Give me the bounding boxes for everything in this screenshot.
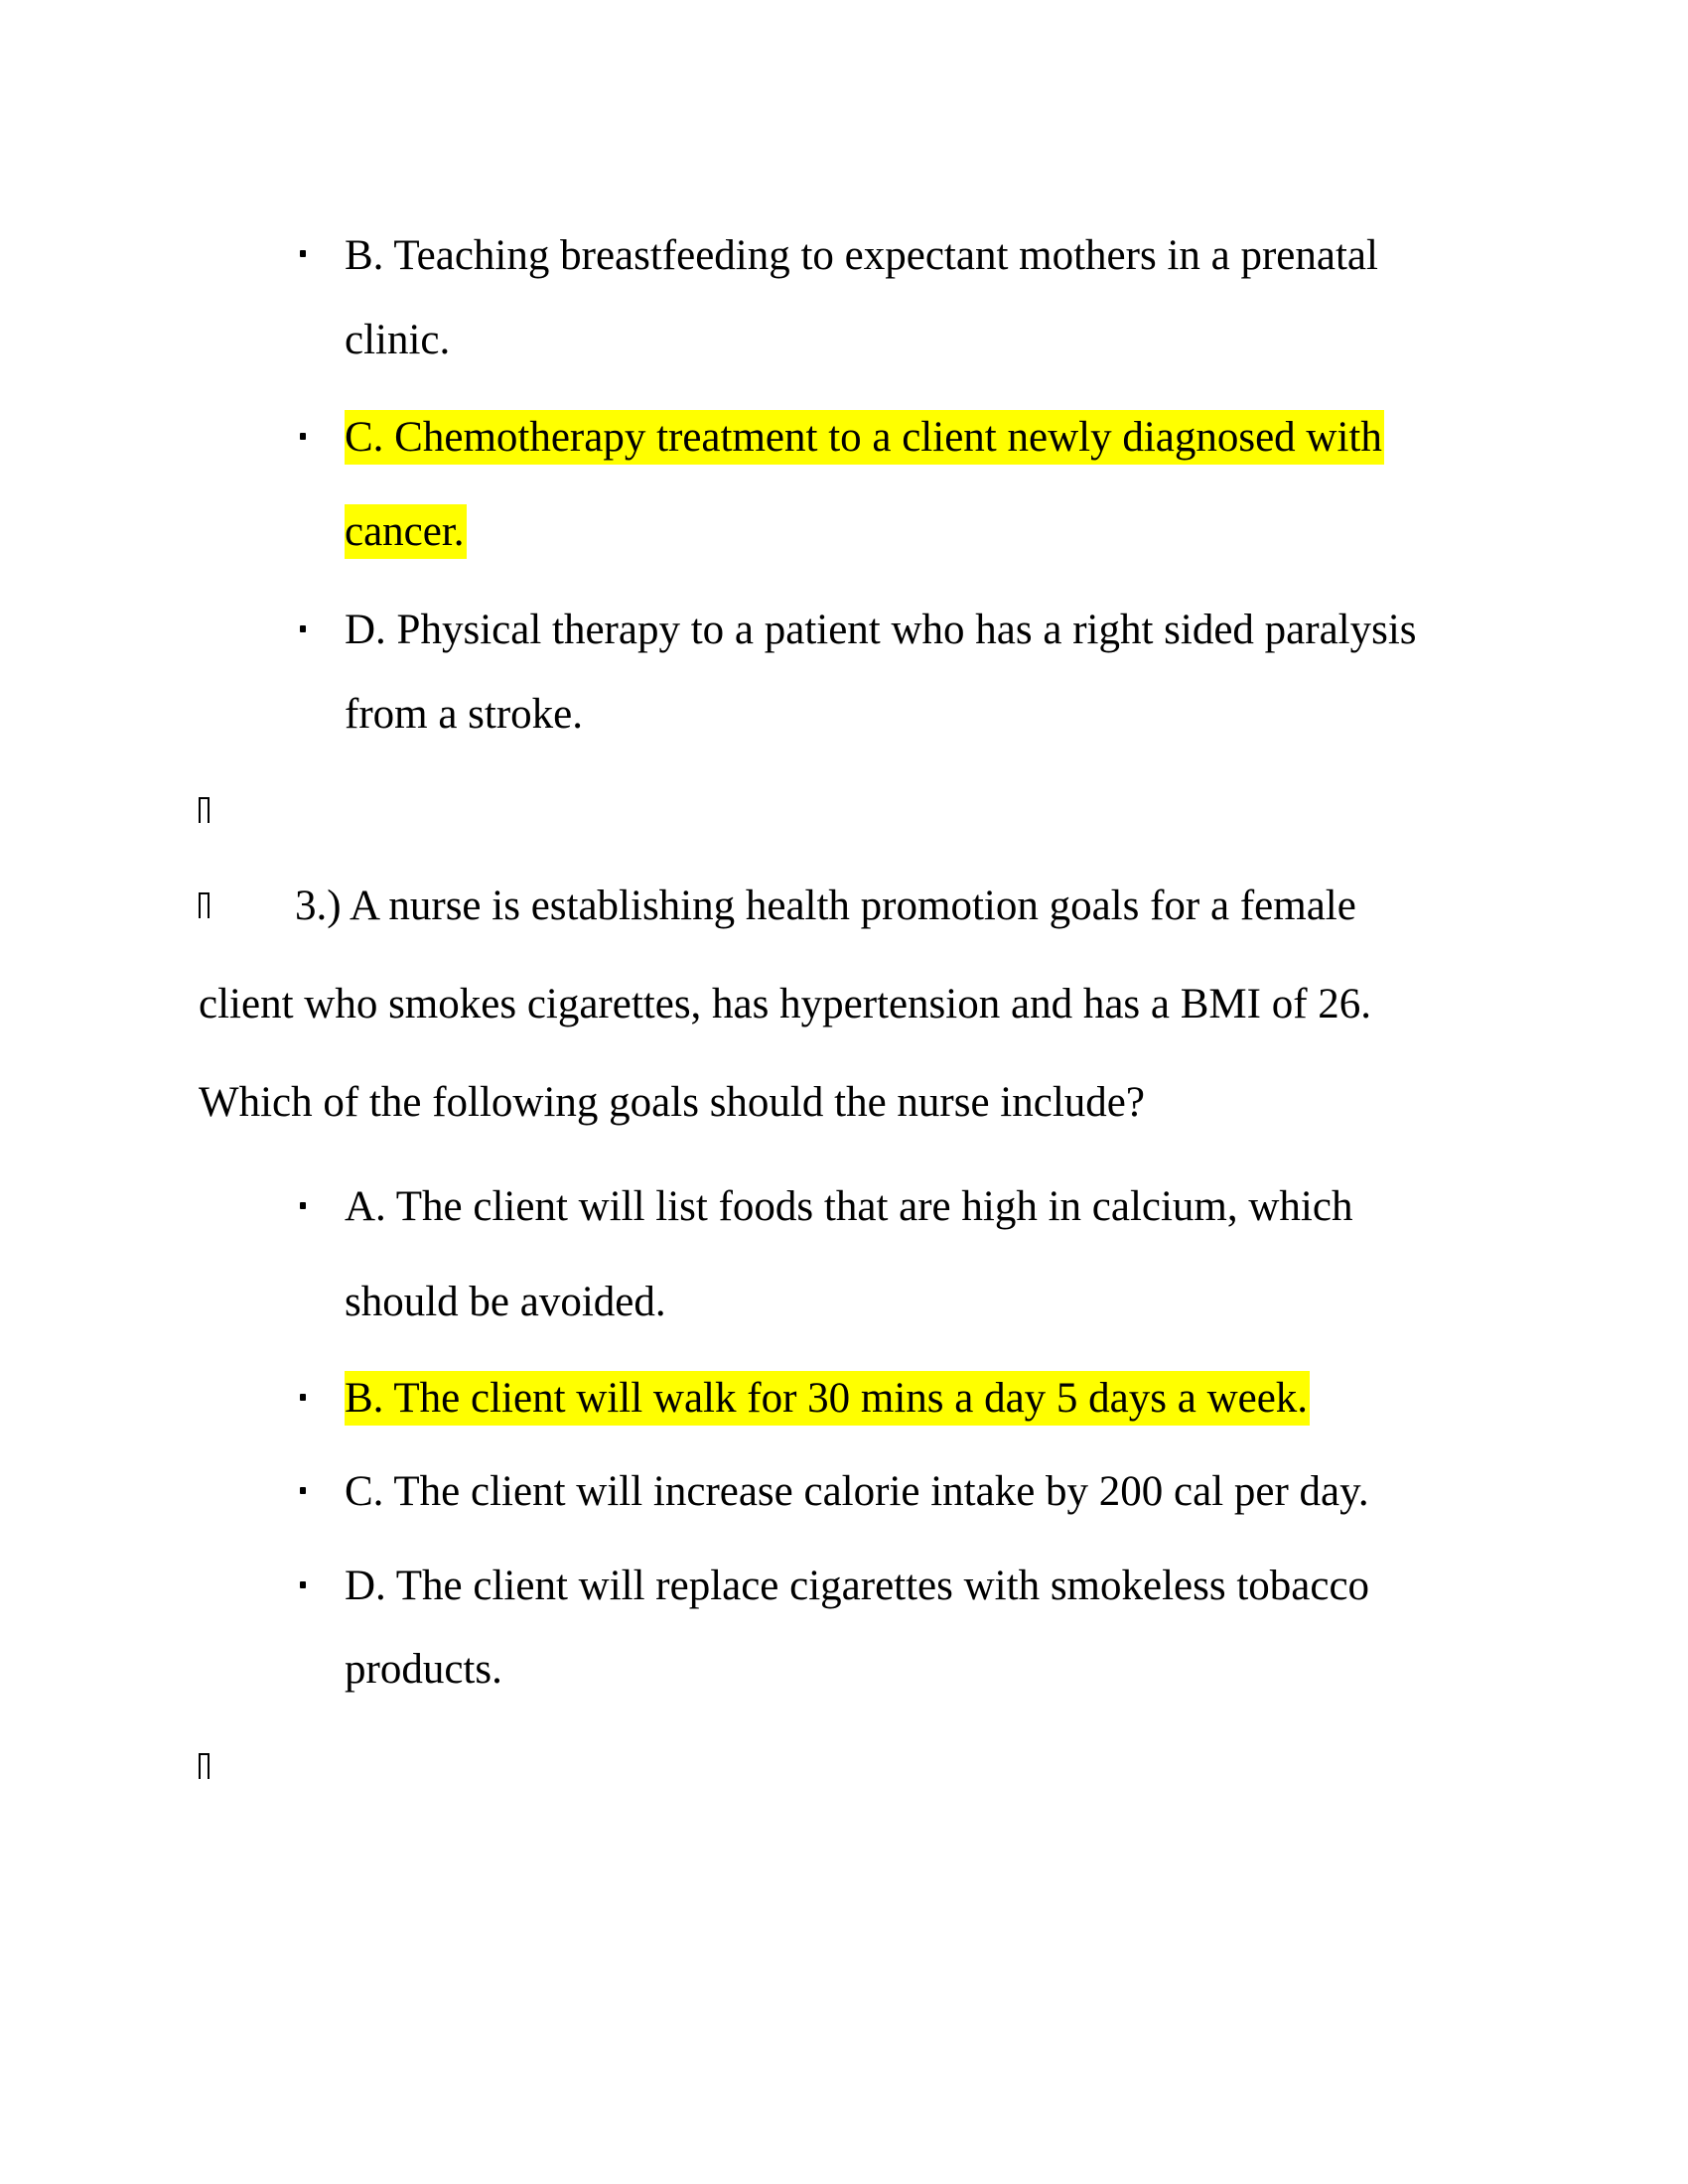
bullet-icon xyxy=(300,250,306,257)
q2-option-c-line1 xyxy=(345,412,1384,464)
bullet-icon xyxy=(300,1487,306,1494)
bullet-icon xyxy=(300,1581,306,1588)
q3-stem-line2: client who smokes cigarettes, has hypertension and has a BMI of 26. xyxy=(199,981,1372,1027)
q2-option-c-highlight-cont: cancer. xyxy=(345,504,467,559)
bullet-icon xyxy=(300,1202,306,1209)
q2-option-d-line1: D. Physical therapy to a patient who has a right sided paralysis xyxy=(345,607,1417,653)
q3-option-b-highlight: B. The client will walk for 30 mins a day 5 days a week. xyxy=(345,1371,1310,1426)
missing-glyph-icon xyxy=(199,892,210,918)
q2-option-d-line2: from a stroke. xyxy=(345,691,584,738)
q3-stem-line3: Which of the following goals should the nurse include? xyxy=(199,1079,1145,1126)
q3-option-d-line1: D. The client will replace cigarettes with smokeless tobacco xyxy=(345,1563,1370,1609)
missing-glyph-icon xyxy=(199,797,210,823)
q2-option-c-line2 xyxy=(345,506,467,558)
bullet-icon xyxy=(300,1394,306,1401)
q3-option-a-line2: should be avoided. xyxy=(345,1279,666,1325)
q3-option-c-line1: C. The client will increase calorie intake by 200 cal per day. xyxy=(345,1468,1369,1515)
missing-glyph-icon xyxy=(199,1753,210,1779)
q3-stem-line1: 3.) A nurse is establishing health promotion goals for a female xyxy=(295,883,1356,929)
bullet-icon xyxy=(300,625,306,632)
bullet-icon xyxy=(300,433,306,440)
q2-option-c-highlight: C. Chemotherapy treatment to a client newly diagnosed with xyxy=(345,410,1384,465)
q2-option-b-line1: B. Teaching breastfeeding to expectant mothers in a prenatal xyxy=(345,232,1378,279)
q3-option-d-line2: products. xyxy=(345,1646,502,1693)
q3-option-b-line1 xyxy=(345,1373,1310,1425)
q3-option-a-line1: A. The client will list foods that are high in calcium, which xyxy=(345,1183,1353,1230)
q2-option-b-line2: clinic. xyxy=(345,317,451,363)
